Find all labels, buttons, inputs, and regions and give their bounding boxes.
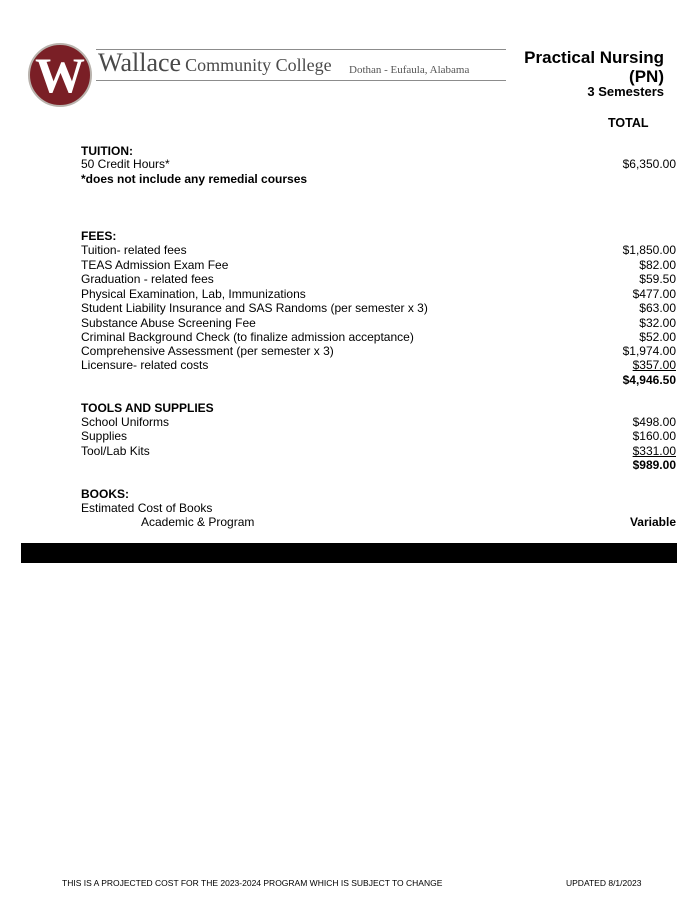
- fee-label: Graduation - related fees: [81, 272, 214, 286]
- program-title-line1: Practical Nursing: [524, 48, 664, 67]
- tuition-note-row: [81, 172, 676, 187]
- college-logo-letter: W: [35, 47, 85, 103]
- books-label: Estimated Cost of Books: [81, 501, 213, 515]
- tuition-note: *does not include any remedial courses: [81, 172, 308, 186]
- program-title: [524, 48, 664, 86]
- books-heading: BOOKS:: [81, 487, 129, 501]
- tools-amount: $331.00: [632, 444, 676, 458]
- college-name-sub: Community College: [185, 55, 332, 75]
- tuition-heading: TUITION:: [81, 144, 133, 158]
- fee-row: [81, 330, 676, 345]
- program-semesters: 3 Semesters: [587, 84, 664, 99]
- college-name: [98, 48, 332, 78]
- tools-row: [81, 429, 676, 444]
- fee-label: TEAS Admission Exam Fee: [81, 258, 229, 272]
- tools-row: [81, 444, 676, 459]
- fee-row: [81, 358, 676, 373]
- fee-row: [81, 243, 676, 258]
- books-sub-label: Academic & Program: [141, 515, 255, 529]
- tuition-row: [81, 157, 676, 172]
- tools-amount: $498.00: [632, 415, 676, 429]
- program-title-line2: (PN): [629, 67, 664, 86]
- fee-row: [81, 272, 676, 287]
- fee-amount: $82.00: [639, 258, 676, 272]
- tools-label: School Uniforms: [81, 415, 170, 429]
- fees-subtotal: $4,946.50: [622, 373, 676, 387]
- fee-amount: $477.00: [632, 287, 676, 301]
- fee-row: [81, 316, 676, 331]
- fee-label: Student Liability Insurance and SAS Randoms (per semester x 3): [81, 301, 428, 315]
- fee-label: Comprehensive Assessment (per semester x 3): [81, 344, 334, 358]
- fee-label: Tuition- related fees: [81, 243, 187, 257]
- tools-subtotal-row: [81, 458, 676, 473]
- fee-amount: $59.50: [639, 272, 676, 286]
- books-program-row: [81, 515, 676, 530]
- books-row: [81, 501, 676, 516]
- footer-updated: UPDATED 8/1/2023: [566, 878, 642, 888]
- tools-heading: TOOLS AND SUPPLIES: [81, 401, 214, 415]
- tools-label: Tool/Lab Kits: [81, 444, 150, 458]
- fees-subtotal-row: [81, 373, 676, 388]
- fee-amount: $32.00: [639, 316, 676, 330]
- tuition-credit-label: 50 Credit Hours*: [81, 157, 170, 171]
- footer-disclaimer: THIS IS A PROJECTED COST FOR THE 2023-2024 PROGRAM WHICH IS SUBJECT TO CHANGE: [62, 878, 443, 888]
- fee-amount: $1,974.00: [622, 344, 676, 358]
- fees-heading: FEES:: [81, 229, 117, 243]
- tools-label: Supplies: [81, 429, 128, 443]
- fee-label: Substance Abuse Screening Fee: [81, 316, 256, 330]
- college-name-main: Wallace: [98, 48, 182, 77]
- brand-divider-bottom: [96, 80, 506, 81]
- tools-row: [81, 415, 676, 430]
- total-column-header: TOTAL: [608, 116, 649, 130]
- fee-amount: $1,850.00: [622, 243, 676, 257]
- fee-amount: $52.00: [639, 330, 676, 344]
- fee-amount: $63.00: [639, 301, 676, 315]
- fee-label: Criminal Background Check (to finalize admission acceptance): [81, 330, 414, 344]
- college-location: Dothan - Eufaula, Alabama: [349, 64, 470, 76]
- books-amount: Variable: [629, 515, 676, 529]
- fee-label: Licensure- related costs: [81, 358, 209, 372]
- fee-row: [81, 287, 676, 302]
- tuition-credit-amount: $6,350.00: [622, 157, 676, 171]
- fee-row: [81, 301, 676, 316]
- black-divider-bar: [21, 543, 677, 563]
- tools-subtotal: $989.00: [632, 458, 676, 472]
- fee-label: Physical Examination, Lab, Immunizations: [81, 287, 306, 301]
- fee-row: [81, 258, 676, 273]
- tools-amount: $160.00: [632, 429, 676, 443]
- fee-row: [81, 344, 676, 359]
- fee-amount: $357.00: [632, 358, 676, 372]
